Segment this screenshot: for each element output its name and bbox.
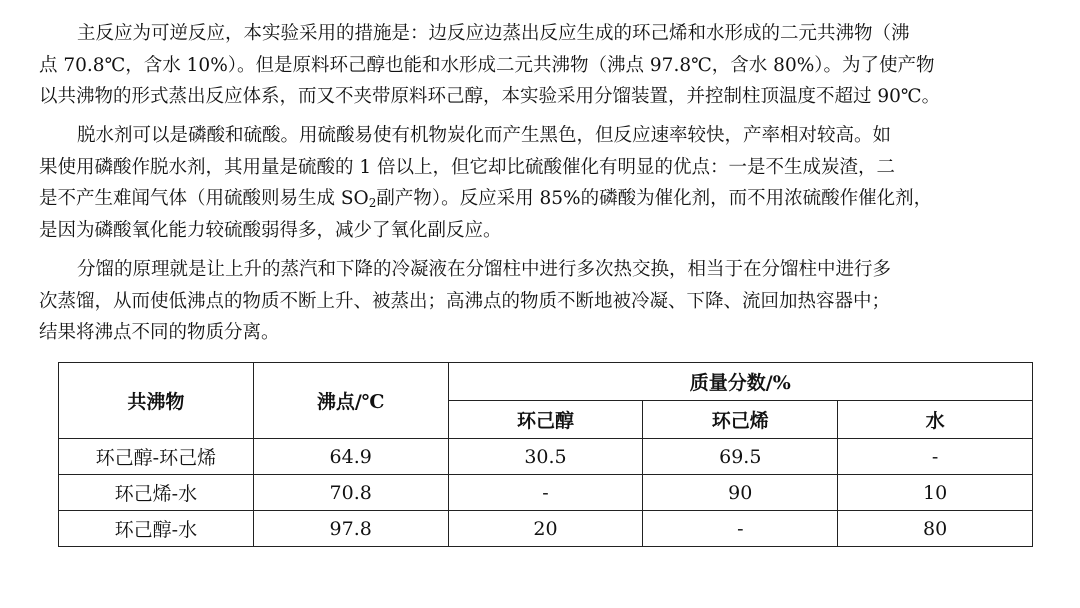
row-cyclohexanol: 30.5 (448, 439, 643, 475)
row-name: 环己醇-水 (59, 511, 254, 547)
row-name: 环己醇-环己烯 (59, 439, 254, 475)
row-cyclohexene: - (643, 511, 838, 547)
header-mass-fraction: 质量分数/% (448, 363, 1032, 401)
row-boiling-point: 64.9 (253, 439, 448, 475)
header-azeotrope: 共沸物 (59, 363, 254, 439)
table-header-row-1 (59, 363, 1033, 401)
paragraph-2-line-2: 果使用磷酸作脱水剂，其用量是硫酸的 1 倍以上，但它却比硫酸催化有明显的优点：一是不生成炭渣，二 (39, 156, 896, 178)
paragraph-1-line-2: 点 70.8℃，含水 10%）。但是原料环己醇也能和水形成二元共沸物（沸点 97.8℃，含水 80%）。为了使产物 (39, 54, 935, 76)
row-cyclohexanol: - (448, 475, 643, 511)
azeotrope-table (58, 362, 1033, 547)
row-water: 10 (838, 475, 1033, 511)
paragraph-2-line-3 (39, 188, 932, 209)
paragraph-3-line-3: 结果将沸点不同的物质分离。 (39, 322, 280, 343)
paragraph-1-line-3: 以共沸物的形式蒸出反应体系，而又不夹带原料环己醇，本实验采用分馏装置，并控制柱顶温度不超过 90℃。 (39, 86, 941, 107)
header-water: 水 (838, 401, 1033, 439)
paragraph-3-line-2: 次蒸馏，从而使低沸点的物质不断上升、被蒸出；高沸点的物质不断地被冷凝、下降、流回加热容器中； (39, 290, 891, 312)
paragraph-2-line-4: 是因为磷酸氧化能力较硫酸弱得多，减少了氧化副反应。 (39, 219, 502, 241)
row-water: 80 (838, 511, 1033, 547)
paragraph-2-line-1: 脱水剂可以是磷酸和硫酸。用硫酸易使有机物炭化而产生黑色，但反应速率较快，产率相对较高。如 (77, 125, 892, 146)
row-boiling-point: 70.8 (253, 475, 448, 511)
row-boiling-point: 97.8 (253, 511, 448, 547)
table-row (59, 439, 1033, 475)
paragraph-1 (39, 18, 1058, 113)
row-name: 环己烯-水 (59, 475, 254, 511)
row-water: - (838, 439, 1033, 475)
paragraph-3-line-1: 分馏的原理就是让上升的蒸汽和下降的冷凝液在分馏柱中进行多次热交换，相当于在分馏柱中进行多 (77, 259, 892, 280)
table-row (59, 511, 1033, 547)
table-row (59, 475, 1033, 511)
header-boiling-point: 沸点/℃ (253, 363, 448, 439)
paragraph-2-line-3-post: 副产物）。反应采用 85%的磷酸为催化剂，而不用浓硫酸作催化剂， (376, 188, 933, 209)
so2-subscript: 2 (368, 196, 377, 210)
row-cyclohexene: 90 (643, 475, 838, 511)
paragraph-1-line-1: 主反应为可逆反应，本实验采用的措施是：边反应边蒸出反应生成的环己烯和水形成的二元共沸物（沸 (77, 23, 910, 44)
row-cyclohexanol: 20 (448, 511, 643, 547)
header-cyclohexene: 环己烯 (643, 401, 838, 439)
paragraph-2 (39, 120, 1058, 246)
paragraph-2-line-3-pre: 是不产生难闻气体（用硫酸则易生成 SO (39, 188, 369, 209)
paragraph-3 (39, 254, 1058, 349)
row-cyclohexene: 69.5 (643, 439, 838, 475)
header-cyclohexanol: 环己醇 (448, 401, 643, 439)
